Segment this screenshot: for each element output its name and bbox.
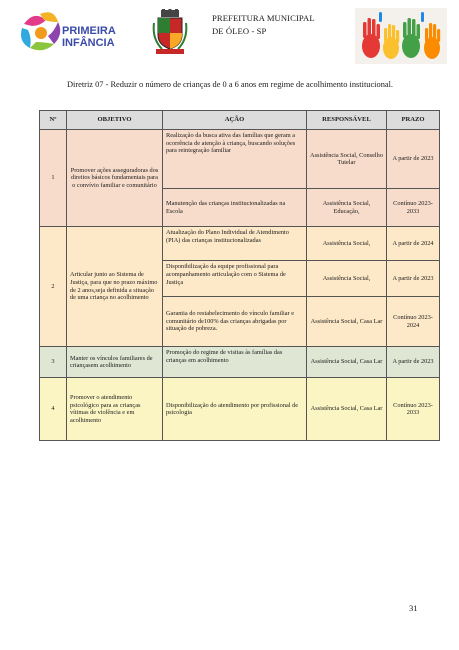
acao-cell: Atualização do Plano Individual de Atendimento (PIA) das crianças institucionalizadas	[163, 227, 307, 261]
painted-hands-image	[355, 8, 447, 64]
table-header-row	[40, 111, 440, 130]
row-number: 4	[40, 378, 67, 441]
acao-cell: Manutenção das crianças institucionalizadas na Escola	[163, 189, 307, 227]
acao-cell: Garantia do restabelecimento do vínculo familiar e comunitário de100% das crianças abrigadas por situação de pobreza.	[163, 296, 307, 346]
header-num: Nº	[40, 111, 67, 130]
acao-cell: Realização da busca ativa das famílias que geram a ocorrência de atenção à criança, buscando soluções para reintegração familiar	[163, 130, 307, 189]
primeira-infancia-logo	[14, 8, 132, 56]
header-acao: AÇÃO	[163, 111, 307, 130]
logo-text-infancia: INFÂNCIA	[62, 37, 115, 49]
logo-text-primeira: PRIMEIRA	[62, 25, 116, 37]
prazo-cell: A partir de 2023	[387, 130, 440, 189]
prazo-cell: A partir de 2024	[387, 227, 440, 261]
prazo-cell: Contínuo 2023-2033	[387, 189, 440, 227]
actions-table	[39, 110, 440, 441]
header-objetivo: OBJETIVO	[67, 111, 163, 130]
responsavel-cell: Assistência Social, Educação,	[307, 189, 387, 227]
prefeitura-line-2: DE ÓLEO - SP	[212, 26, 267, 36]
prazo-cell: A partir de 2023	[387, 261, 440, 296]
table-row	[40, 347, 440, 378]
objetivo-cell: Articular junto ao Sistema de Justiça, para que no prazo máximo de 2 anos,seja definida a situação de uma criança no acolhimento	[67, 227, 163, 347]
objetivo-cell: Promover o atendimento psicológico para as crianças vítimas de violência e em acolhimento	[67, 378, 163, 441]
responsavel-cell: Assistência Social,	[307, 227, 387, 261]
objetivo-cell: Manter os vínculos familiares de criançasem acolhimento	[67, 347, 163, 378]
acao-cell: Disponibilização da equipe profissional para acompanhamento articulação com o Sistema de Justiça	[163, 261, 307, 296]
prazo-cell: Contínuo 2023-2033	[387, 378, 440, 441]
responsavel-cell: Assistência Social, Casa Lar	[307, 347, 387, 378]
header-responsavel: RESPONSÁVEL	[307, 111, 387, 130]
table-row	[40, 227, 440, 261]
objetivo-cell: Promover ações asseguradoras dos direitos básicos fundamentais para o convívio familiar e comunitário	[67, 130, 163, 227]
diretriz-title: Diretriz 07 - Reduzir o número de crianças de 0 a 6 anos em regime de acolhimento institucional.	[66, 80, 394, 89]
row-number: 2	[40, 227, 67, 347]
row-number: 1	[40, 130, 67, 227]
prazo-cell: A partir de 2023	[387, 347, 440, 378]
table-row	[40, 378, 440, 441]
prazo-cell: Contínuo 2023-2024	[387, 296, 440, 346]
table-row	[40, 130, 440, 189]
responsavel-cell: Assistência Social,	[307, 261, 387, 296]
prefeitura-heading	[212, 12, 315, 38]
page-number: 31	[409, 603, 418, 613]
acao-cell: Disponibilização do atendimento por profissional de psicologia	[163, 378, 307, 441]
responsavel-cell: Assistência Social, Casa Lar	[307, 378, 387, 441]
responsavel-cell: Assistência Social, Conselho Tutelar	[307, 130, 387, 189]
header-prazo: PRAZO	[387, 111, 440, 130]
row-number: 3	[40, 347, 67, 378]
municipal-crest-icon	[152, 9, 188, 55]
acao-cell: Promoção do regime de visitas às famílias das crianças em acolhimento	[163, 347, 307, 378]
prefeitura-line-1: PREFEITURA MUNICIPAL	[212, 13, 315, 23]
responsavel-cell: Assistência Social, Casa Lar	[307, 296, 387, 346]
